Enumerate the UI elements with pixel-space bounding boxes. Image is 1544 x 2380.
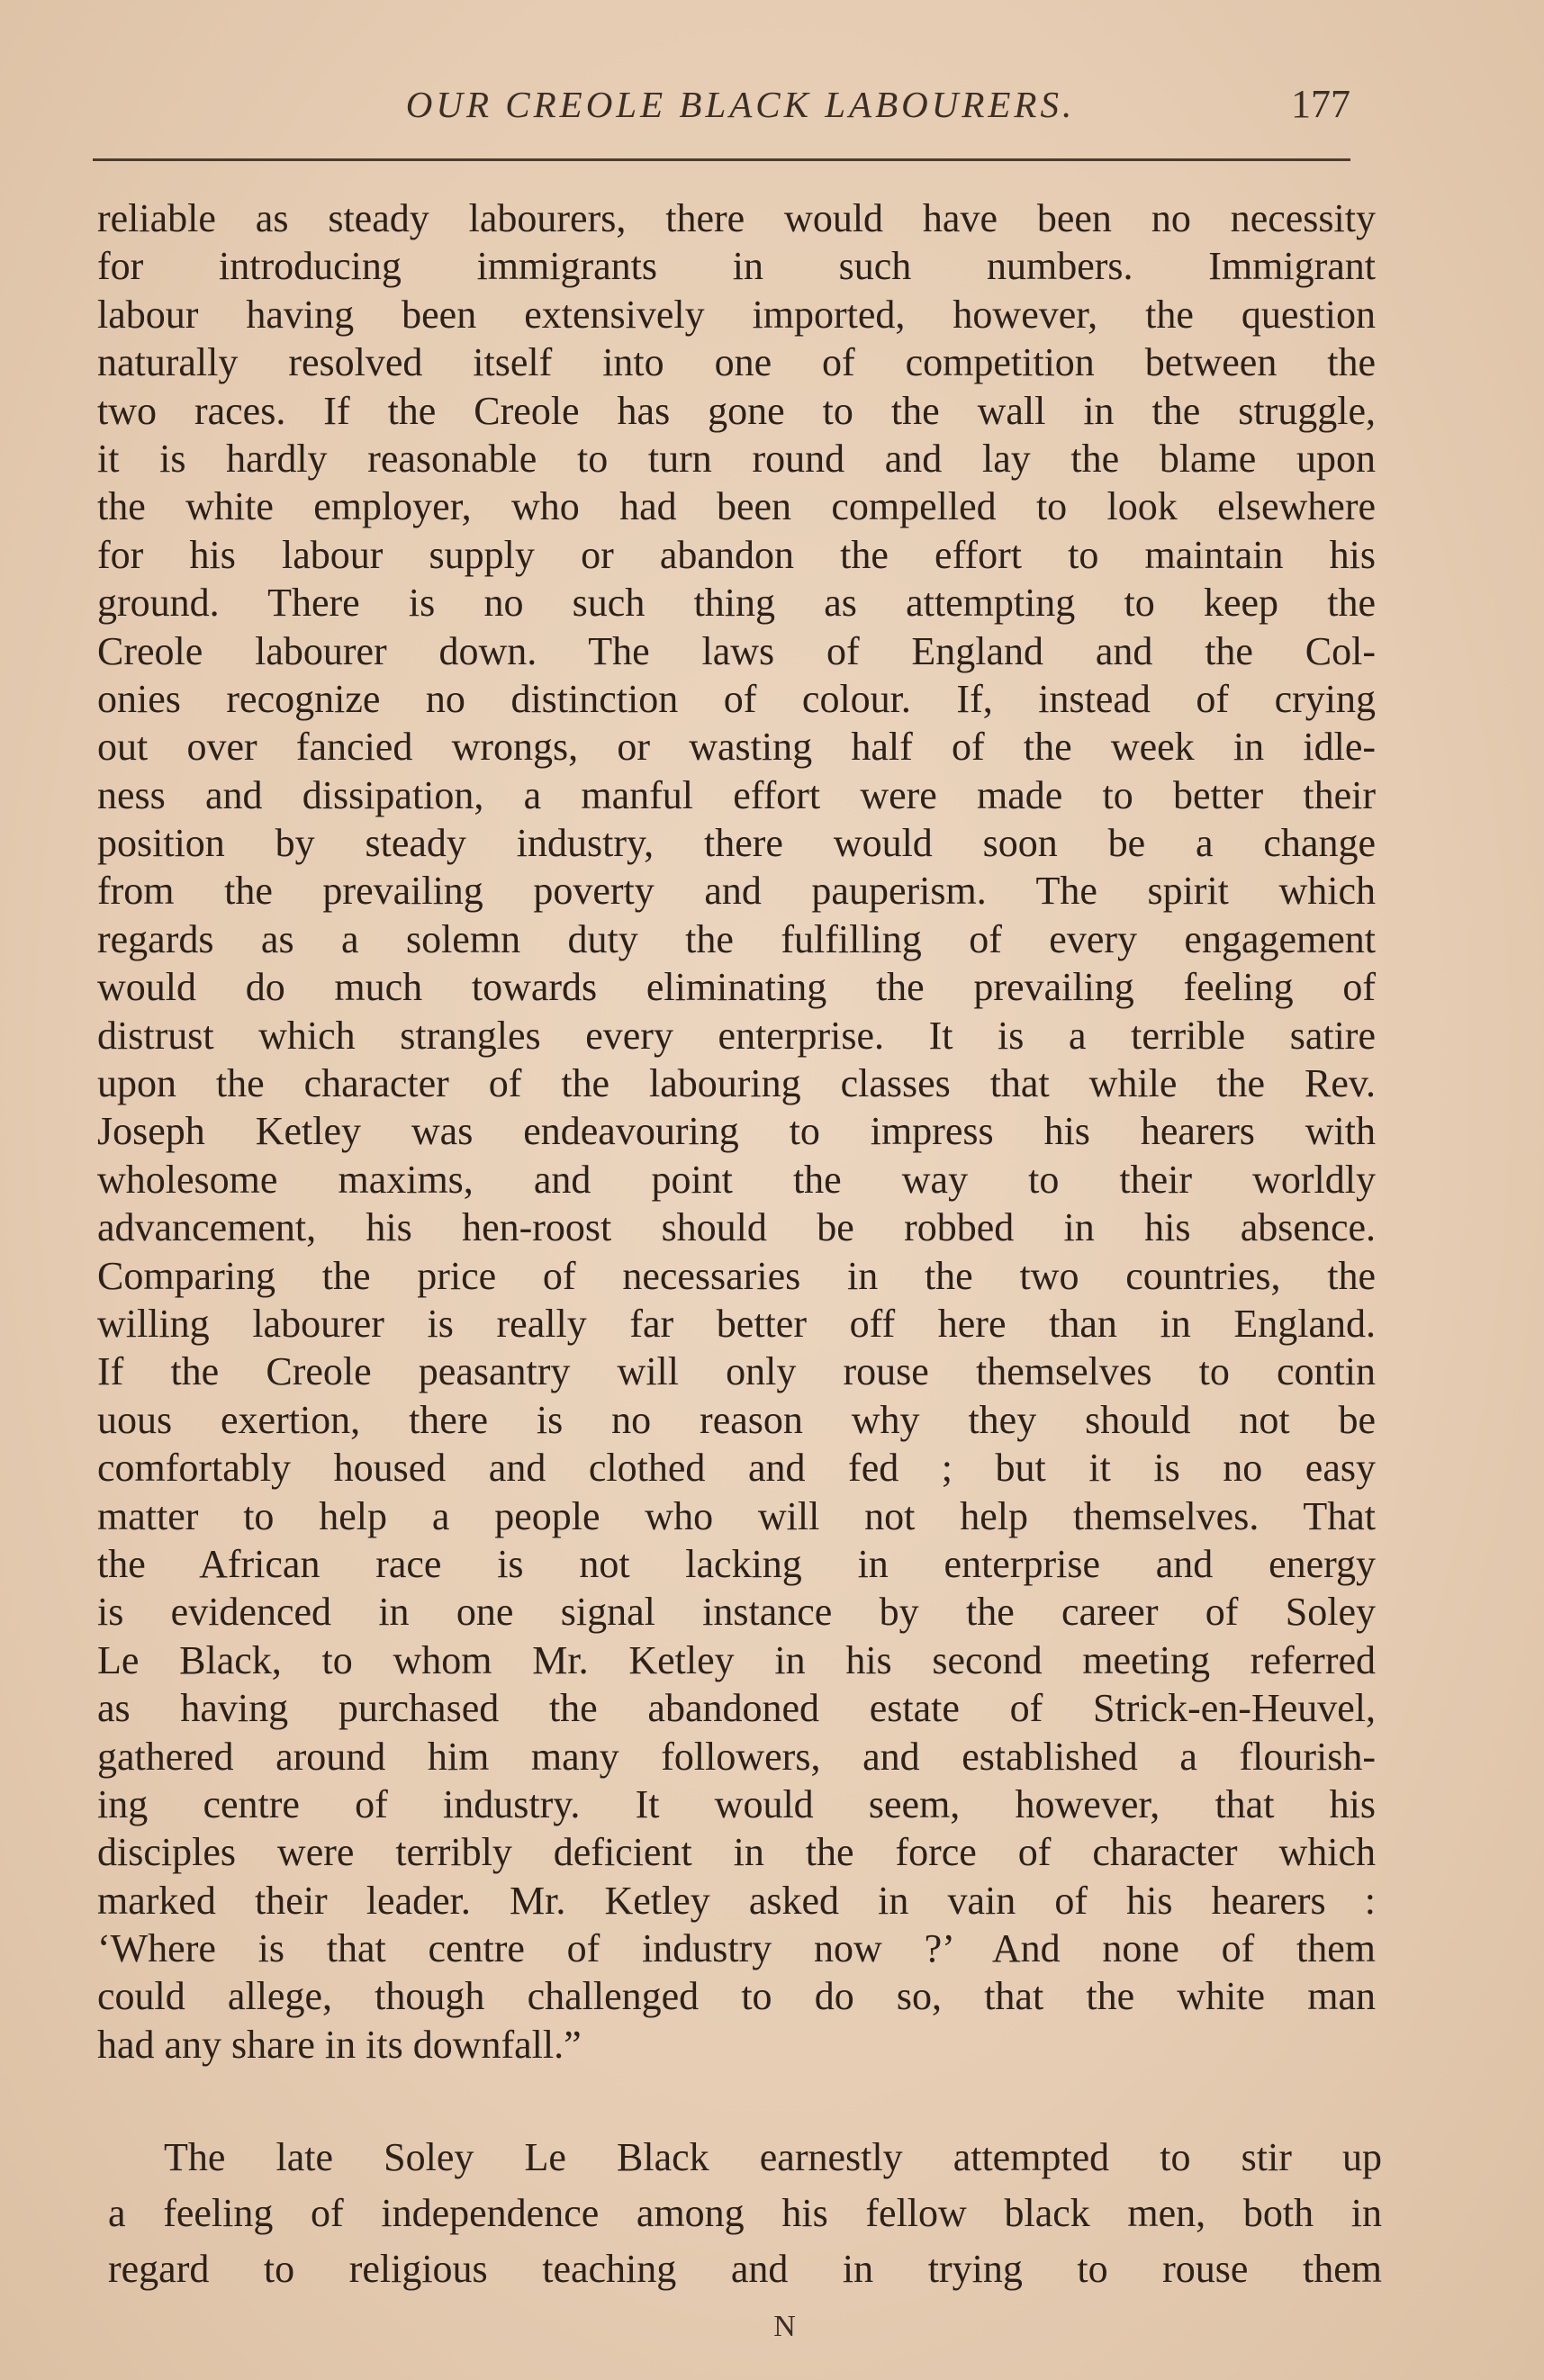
text-line: wholesome maxims, and point the way to their worldly <box>97 1157 1376 1202</box>
text-line: Creole labourer down. The laws of England and the Col- <box>97 628 1376 673</box>
text-line: matter to help a people who will not help themselves. That <box>97 1493 1376 1538</box>
text-line: Comparing the price of necessaries in the two countries, the <box>97 1253 1376 1298</box>
text-line: for his labour supply or abandon the effort to maintain his <box>97 532 1376 577</box>
text-line: could allege, though challenged to do so, that the white man <box>97 1974 1376 2019</box>
text-line: upon the character of the labouring classes that while the Rev. <box>97 1061 1376 1106</box>
text-line: regards as a solemn duty the fulfilling of every engagement <box>97 916 1376 961</box>
text-line: the white employer, who had been compelled to look elsewhere <box>97 484 1376 529</box>
text-line: the African race is not lacking in enterprise and energy <box>97 1541 1376 1586</box>
page-number: 177 <box>1291 82 1350 126</box>
text-line: as having purchased the abandoned estate of Strick-en-Heuvel, <box>97 1686 1376 1731</box>
paragraph-1 <box>97 194 1376 2069</box>
text-line: onies recognize no distinction of colour. If, instead of crying <box>97 676 1376 721</box>
text-line: gathered around him many followers, and established a flourish- <box>97 1734 1376 1779</box>
text-line: If the Creole peasantry will only rouse themselves to contin <box>97 1349 1376 1394</box>
text-line: from the prevailing poverty and pauperism. The spirit which <box>97 869 1376 914</box>
text-line: for introducing immigrants in such numbers. Immigrant <box>97 244 1376 289</box>
text-line: distrust which strangles every enterprise. It is a terrible satire <box>97 1013 1376 1058</box>
text-line: had any share in its downfall.” <box>97 2022 582 2067</box>
running-title: OUR CREOLE BLACK LABOURERS. <box>405 84 1076 125</box>
text-line: marked their leader. Mr. Ketley asked in vain of his hearers : <box>97 1878 1376 1923</box>
header-rule <box>93 158 1350 161</box>
text-line: naturally resolved itself into one of competition between the <box>97 340 1376 385</box>
text-line: reliable as steady labourers, there would have been no necessity <box>97 196 1376 240</box>
paragraph-2 <box>108 2130 1382 2297</box>
text-line: two races. If the Creole has gone to the wall in the struggle, <box>97 388 1376 433</box>
text-line: would do much towards eliminating the prevailing feeling of <box>97 965 1376 1010</box>
text-line: advancement, his hen-roost should be robbed in his absence. <box>97 1205 1376 1250</box>
text-line: it is hardly reasonable to turn round and lay the blame upon <box>97 436 1376 481</box>
text-line: regard to religious teaching and in trying to rouse them <box>108 2247 1382 2291</box>
text-line: comfortably housed and clothed and fed ; but it is no easy <box>97 1446 1376 1491</box>
text-line: out over fancied wrongs, or wasting half of the week in idle- <box>97 725 1376 770</box>
text-line: willing labourer is really far better off here than in England. <box>97 1301 1376 1346</box>
text-line: ing centre of industry. It would seem, however, that his <box>97 1781 1376 1826</box>
text-line: ground. There is no such thing as attempting to keep the <box>97 581 1376 626</box>
text-line: disciples were terribly deficient in the force of character which <box>97 1830 1376 1875</box>
text-line: Joseph Ketley was endeavouring to impress his hearers with <box>97 1109 1376 1154</box>
text-line: a feeling of independence among his fellow black men, both in <box>108 2191 1382 2235</box>
text-line: position by steady industry, there would soon be a change <box>97 821 1376 866</box>
text-line: The late Soley Le Black earnestly attempted to stir up <box>164 2135 1382 2179</box>
page-header <box>95 83 1350 146</box>
text-line: Le Black, to whom Mr. Ketley in his second meeting referred <box>97 1637 1376 1682</box>
text-line: is evidenced in one signal instance by the career of Soley <box>97 1590 1376 1635</box>
text-line: uous exertion, there is no reason why they should not be <box>97 1397 1376 1442</box>
signature-mark: N <box>773 2310 798 2343</box>
text-line: ‘Where is that centre of industry now ?’ And none of them <box>97 1926 1376 1971</box>
text-line: labour having been extensively imported, however, the question <box>97 292 1376 337</box>
text-line: ness and dissipation, a manful effort were made to better their <box>97 772 1376 817</box>
